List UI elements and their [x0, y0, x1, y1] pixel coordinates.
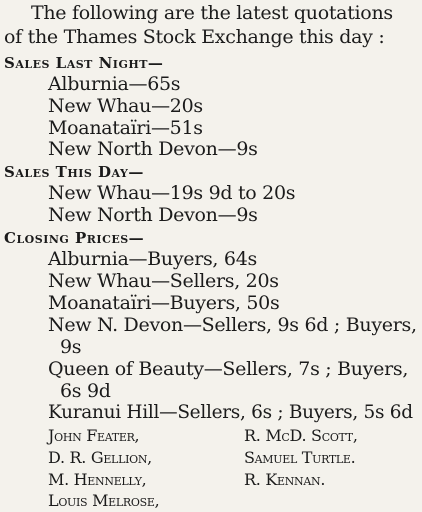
closing-prices-item-4-continued: 9s: [60, 336, 82, 358]
signatory-name: Louis Melrose,: [48, 491, 160, 510]
signatory-name: M. Hennelly,: [48, 470, 147, 489]
heading-closing-prices: Closing Prices—: [4, 229, 145, 247]
signatory-name: D. R. Gellion,: [48, 448, 152, 467]
sales-last-night-item-1: Alburnia—65s: [48, 73, 181, 95]
signatory-name: R. McD. Scott,: [244, 426, 358, 445]
signatory-name: Samuel Turtle.: [244, 448, 356, 467]
closing-prices-item-5-continued: 6s 9d: [60, 380, 111, 402]
closing-prices-item-5: Queen of Beauty—Sellers, 7s ; Buyers,: [48, 358, 409, 380]
signatory-name: John Feater,: [48, 426, 140, 445]
heading-sales-this-day: Sales This Day—: [4, 163, 144, 181]
intro-line-2: of the Thames Stock Exchange this day :: [4, 26, 385, 48]
heading-sales-last-night: Sales Last Night—: [4, 54, 164, 72]
closing-prices-item-4: New N. Devon—Sellers, 9s 6d ; Buyers,: [48, 314, 417, 336]
sales-last-night-item-2: New Whau—20s: [48, 95, 203, 117]
sales-last-night-item-4: New North Devon—9s: [48, 138, 258, 160]
sales-this-day-item-1: New Whau—19s 9d to 20s: [48, 182, 296, 204]
sales-last-night-item-3: Moanataïri—51s: [48, 117, 203, 139]
closing-prices-item-2: New Whau—Sellers, 20s: [48, 270, 279, 292]
closing-prices-item-3: Moanataïri—Buyers, 50s: [48, 292, 280, 314]
signatory-name: R. Kennan.: [244, 470, 326, 489]
closing-prices-item-1: Alburnia—Buyers, 64s: [48, 248, 257, 270]
intro-line-1: The following are the latest quotations: [31, 2, 393, 24]
sales-this-day-item-2: New North Devon—9s: [48, 204, 258, 226]
closing-prices-item-6: Kuranui Hill—Sellers, 6s ; Buyers, 5s 6d: [48, 402, 413, 423]
